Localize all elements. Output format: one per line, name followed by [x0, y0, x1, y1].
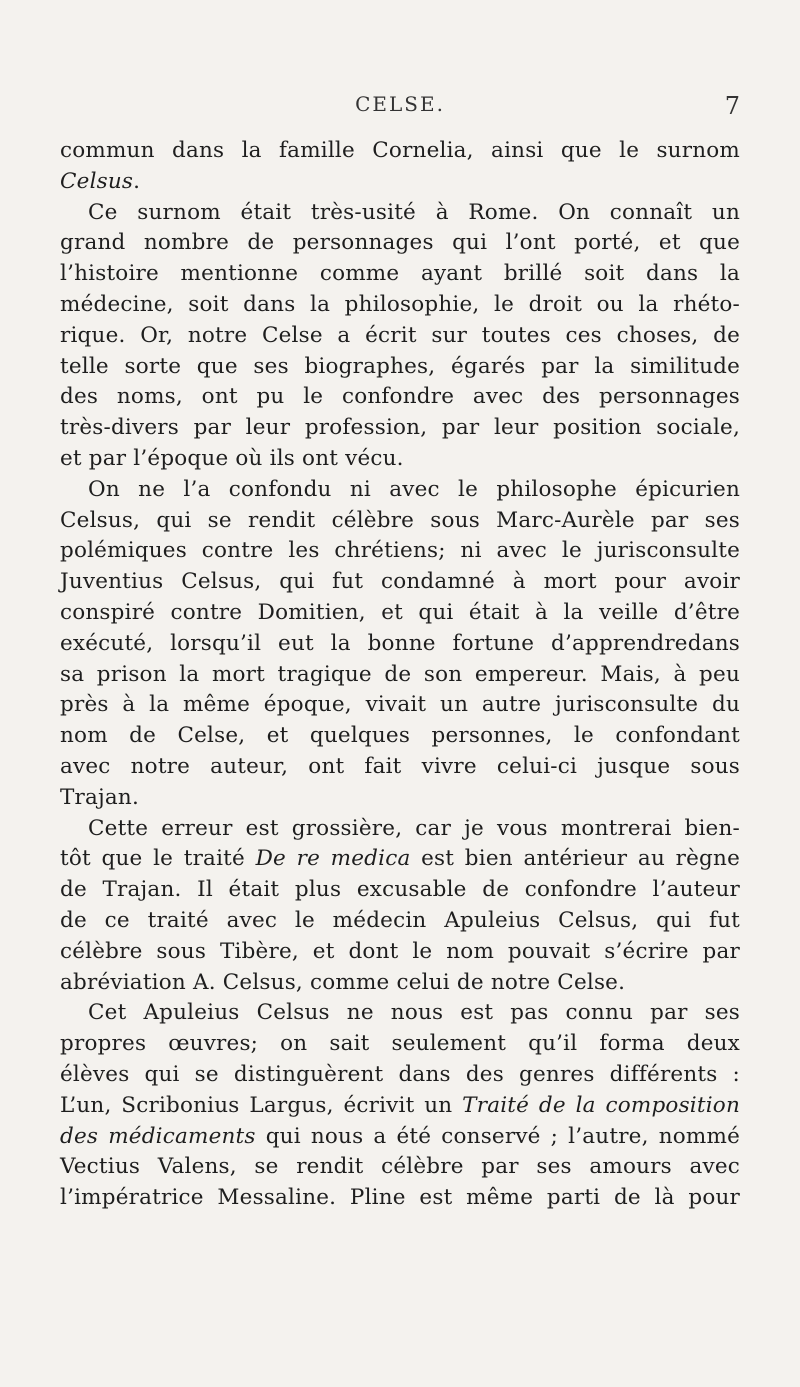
- text-segment: Trajan.: [60, 784, 140, 810]
- text-segment: conspiré contre Domitien, et qui était à la veille d’être: [60, 599, 740, 625]
- text-line: [60, 906, 740, 937]
- text-segment: rique. Or, notre Celse a écrit sur toutes ces choses, de: [60, 322, 740, 348]
- text-line: [60, 259, 740, 290]
- text-segment: grand nombre de personnages qui l’ont porté, et que: [60, 230, 740, 256]
- italic-text: Celsus: [60, 168, 134, 194]
- text-line: [60, 352, 740, 383]
- text-line: [60, 536, 740, 567]
- text-segment: telle sorte que ses biographes, égarés par la similitude: [60, 353, 740, 379]
- text-segment: et par l’époque où ils ont vécu.: [60, 445, 404, 471]
- text-segment: .: [133, 168, 141, 194]
- italic-text: des médicaments: [60, 1123, 256, 1149]
- body-text: [60, 136, 740, 1214]
- text-segment: Ce surnom était très-usité à Rome. On connaît un: [88, 199, 740, 225]
- text-segment: médecine, soit dans la philosophie, le droit ou la rhéto-: [60, 291, 740, 317]
- text-line: [60, 844, 740, 875]
- text-segment: polémiques contre les chrétiens; ni avec le jurisconsulte: [60, 538, 740, 564]
- text-segment: l’impératrice Messaline. Pline est même parti de là pour: [60, 1185, 740, 1211]
- text-line: [60, 413, 740, 444]
- running-title: CELSE.: [355, 92, 445, 116]
- text-line: [60, 783, 740, 814]
- text-segment: abréviation A. Celsus, comme celui de notre Celse.: [60, 969, 626, 995]
- text-line: [60, 198, 740, 229]
- text-segment: propres œuvres; on sait seulement qu’il forma deux: [60, 1031, 740, 1057]
- text-segment: célèbre sous Tibère, et dont le nom pouvait s’écrire par: [60, 938, 740, 964]
- text-segment: de Trajan. Il était plus excusable de confondre l’auteur: [60, 877, 740, 903]
- text-segment: qui nous a été conservé ; l’autre, nommé: [255, 1123, 740, 1149]
- text-line: [60, 629, 740, 660]
- text-segment: élèves qui se distinguèrent dans des genres différents :: [60, 1061, 740, 1087]
- text-line: [60, 998, 740, 1029]
- text-line: [60, 968, 740, 999]
- text-line: [60, 321, 740, 352]
- text-segment: commun dans la famille Cornelia, ainsi que le surnom: [60, 138, 740, 163]
- italic-text: De re medica: [255, 846, 411, 872]
- text-line: [60, 444, 740, 475]
- text-line: [60, 382, 740, 413]
- text-line: [60, 506, 740, 537]
- text-segment: Cette erreur est grossière, car je vous montrerai bien-: [88, 815, 740, 841]
- italic-text: Traité de la composition: [462, 1092, 740, 1118]
- text-segment: Cet Apuleius Celsus ne nous est pas connu par ses: [88, 1000, 740, 1026]
- text-line: [60, 814, 740, 845]
- text-line: [60, 752, 740, 783]
- text-segment: très-divers par leur profession, par leur position sociale,: [60, 415, 740, 441]
- text-segment: Vectius Valens, se rendit célèbre par ses amours avec: [60, 1154, 740, 1180]
- text-line: [60, 228, 740, 259]
- text-segment: des noms, ont pu le confondre avec des personnages: [60, 384, 740, 410]
- text-line: [60, 1029, 740, 1060]
- page-number: 7: [724, 92, 740, 120]
- text-line: [60, 1060, 740, 1091]
- text-line: [60, 1122, 740, 1153]
- text-line: [60, 690, 740, 721]
- text-segment: L’un, Scribonius Largus, écrivit un: [60, 1092, 463, 1118]
- text-line: [60, 136, 740, 167]
- text-segment: nom de Celse, et quelques personnes, le confondant: [60, 723, 740, 749]
- page-header: [60, 92, 740, 122]
- text-segment: est bien antérieur au règne: [410, 846, 740, 872]
- text-segment: tôt que le traité: [60, 846, 256, 872]
- text-segment: sa prison la mort tragique de son empereur. Mais, à peu: [60, 661, 740, 687]
- text-segment: exécuté, lorsqu’il eut la bonne fortune d’apprendredans: [60, 630, 740, 656]
- text-segment: avec notre auteur, ont fait vivre celui-ci jusque sous: [60, 753, 740, 779]
- text-segment: Juventius Celsus, qui fut condamné à mort pour avoir: [60, 569, 740, 595]
- text-line: [60, 290, 740, 321]
- text-line: [60, 660, 740, 691]
- text-line: [60, 598, 740, 629]
- text-segment: près à la même époque, vivait un autre jurisconsulte du: [60, 692, 740, 718]
- text-segment: Celsus, qui se rendit célèbre sous Marc-Aurèle par ses: [60, 507, 740, 533]
- text-segment: de ce traité avec le médecin Apuleius Celsus, qui fut: [60, 907, 740, 933]
- text-line: [60, 721, 740, 752]
- text-line: [60, 1091, 740, 1122]
- text-segment: On ne l’a confondu ni avec le philosophe épicurien: [88, 476, 740, 502]
- text-line: [60, 567, 740, 598]
- text-line: [60, 475, 740, 506]
- text-line: [60, 167, 740, 198]
- text-line: [60, 875, 740, 906]
- text-line: [60, 1152, 740, 1183]
- text-segment: l’histoire mentionne comme ayant brillé soit dans la: [60, 261, 740, 287]
- text-line: [60, 1183, 740, 1214]
- text-line: [60, 937, 740, 968]
